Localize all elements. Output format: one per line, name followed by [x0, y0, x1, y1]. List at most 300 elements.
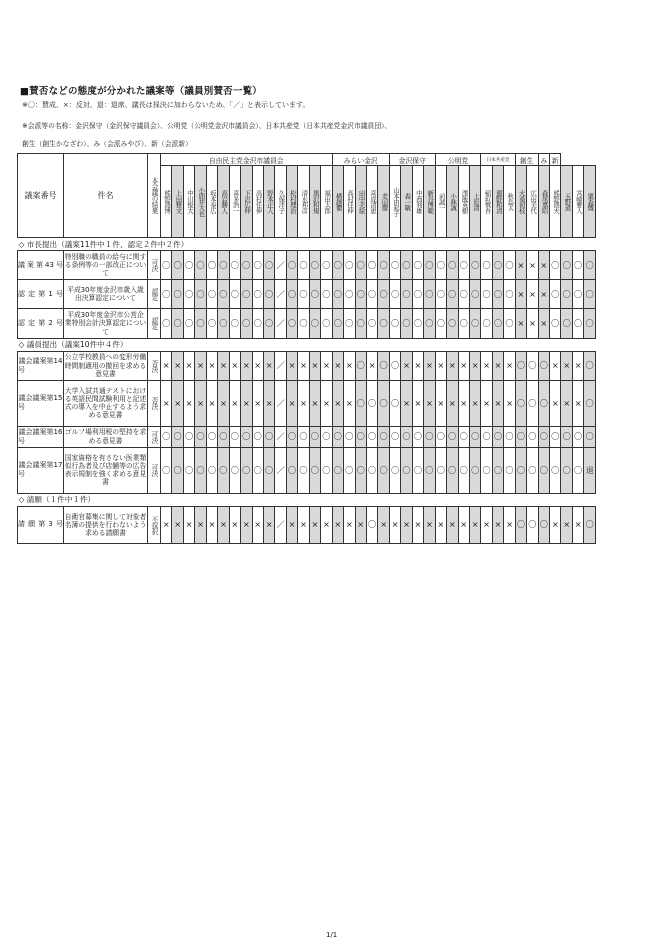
- vote-cell: 〇: [366, 447, 377, 493]
- vote-cell: ×: [504, 506, 515, 544]
- vote-cell: 〇: [412, 280, 423, 309]
- vote-cell: 〇: [481, 251, 492, 280]
- vote-cell: ×: [344, 351, 355, 380]
- vote-cell: 〇: [412, 426, 423, 447]
- vote-cell: ×: [332, 506, 343, 544]
- vote-cell: 〇: [241, 426, 252, 447]
- vote-cell: 〇: [195, 280, 206, 309]
- party-header: 創生: [515, 154, 538, 166]
- vote-cell: 〇: [355, 309, 366, 338]
- vote-cell: ×: [538, 309, 549, 338]
- vote-cell: 〇: [309, 280, 320, 309]
- table-row: [18, 351, 596, 380]
- vote-cell: ×: [435, 351, 446, 380]
- party-header: 新: [550, 154, 561, 166]
- member-name: 福田太郎: [321, 166, 333, 238]
- vote-cell: 〇: [366, 309, 377, 338]
- vote-cell: 〇: [172, 426, 183, 447]
- vote-cell: ×: [515, 309, 526, 338]
- vote-cell: 〇: [412, 309, 423, 338]
- vote-cell: 〇: [424, 251, 435, 280]
- section-label: ◇ 議員提出（議案10件中４件）: [18, 338, 596, 351]
- vote-cell: 〇: [183, 309, 194, 338]
- vote-cell: ×: [355, 506, 366, 544]
- vote-cell: 〇: [344, 426, 355, 447]
- vote-cell: ×: [321, 351, 333, 380]
- vote-cell: 〇: [252, 280, 263, 309]
- member-name: 中西利雄: [412, 166, 423, 238]
- vote-cell: ×: [252, 380, 263, 426]
- party-header: 公明党: [435, 154, 481, 166]
- vote-cell: 〇: [504, 309, 515, 338]
- bill-number: 請願第3号: [18, 506, 64, 544]
- vote-cell: 〇: [183, 280, 194, 309]
- vote-cell: 〇: [572, 280, 583, 309]
- bill-title: 平成30年度金沢市公営企業特別会計決算認定について: [64, 309, 148, 338]
- vote-cell: ×: [366, 351, 377, 380]
- vote-cell: ×: [172, 506, 183, 544]
- bill-number: 議案第43号: [18, 251, 64, 280]
- party-header-row: [18, 154, 596, 166]
- vote-cell: ×: [538, 251, 549, 280]
- vote-cell: 〇: [435, 280, 446, 309]
- member-name: 清水邦彦: [298, 166, 309, 238]
- vote-cell: 退: [584, 447, 595, 493]
- vote-cell: ×: [161, 380, 172, 426]
- vote-cell: ×: [298, 351, 309, 380]
- vote-cell: 〇: [389, 280, 400, 309]
- vote-cell: 〇: [527, 426, 538, 447]
- vote-cell: 〇: [218, 280, 229, 309]
- vote-cell: 〇: [447, 309, 458, 338]
- vote-cell: 〇: [252, 447, 263, 493]
- vote-cell: ×: [309, 351, 320, 380]
- vote-cell: ×: [332, 351, 343, 380]
- vote-cell: 〇: [286, 447, 297, 493]
- vote-cell: 〇: [458, 426, 469, 447]
- vote-cell: 〇: [218, 309, 229, 338]
- bill-number: 議会議案第16号: [18, 426, 64, 447]
- vote-cell: 〇: [195, 309, 206, 338]
- vote-cell: 〇: [206, 309, 217, 338]
- vote-cell: ×: [172, 380, 183, 426]
- vote-cell: 〇: [538, 506, 549, 544]
- vote-cell: 〇: [263, 251, 274, 280]
- vote-cell: ×: [527, 280, 538, 309]
- bill-title: ゴルフ場利用税の堅持を求める意見書: [64, 426, 148, 447]
- vote-cell: ／: [275, 426, 286, 447]
- member-name: 上田雅文: [172, 166, 183, 238]
- vote-cell: ×: [195, 380, 206, 426]
- vote-cell: ×: [195, 506, 206, 544]
- vote-cell: ×: [469, 506, 480, 544]
- member-name: 高村佳伸: [252, 166, 263, 238]
- vote-cell: 〇: [286, 426, 297, 447]
- vote-cell: 〇: [195, 251, 206, 280]
- vote-cell: 〇: [332, 447, 343, 493]
- vote-cell: ／: [275, 251, 286, 280]
- vote-cell: ×: [263, 506, 274, 544]
- vote-cell: ×: [412, 351, 423, 380]
- vote-cell: ×: [504, 351, 515, 380]
- bill-number: 議会議案第17号: [18, 447, 64, 493]
- plenary-result: 可決: [148, 426, 161, 447]
- vote-cell: 〇: [584, 380, 595, 426]
- vote-cell: ×: [481, 506, 492, 544]
- vote-cell: 〇: [401, 251, 412, 280]
- vote-cell: 〇: [309, 309, 320, 338]
- vote-cell: ×: [252, 351, 263, 380]
- member-name: 稲垣慎吾: [481, 166, 492, 238]
- vote-cell: 〇: [206, 280, 217, 309]
- vote-cell: 〇: [561, 280, 572, 309]
- vote-cell: 〇: [309, 447, 320, 493]
- vote-cell: 〇: [584, 426, 595, 447]
- plenary-result: 認定: [148, 309, 161, 338]
- bill-title: 公立学校教員への変形労働時間制適用の撤回を求める意見書: [64, 351, 148, 380]
- vote-cell: 〇: [263, 309, 274, 338]
- vote-cell: ×: [321, 380, 333, 426]
- vote-cell: 〇: [286, 280, 297, 309]
- vote-cell: 〇: [241, 447, 252, 493]
- vote-cell: 〇: [492, 426, 503, 447]
- vote-cell: 〇: [435, 309, 446, 338]
- vote-cell: ×: [469, 380, 480, 426]
- vote-cell: 〇: [447, 426, 458, 447]
- vote-cell: ×: [286, 351, 297, 380]
- vote-cell: 〇: [321, 309, 333, 338]
- vote-cell: ×: [572, 506, 583, 544]
- vote-cell: 〇: [332, 280, 343, 309]
- member-name: 前誠一: [435, 166, 446, 238]
- vote-cell: 〇: [172, 309, 183, 338]
- vote-cell: 〇: [332, 426, 343, 447]
- vote-cell: 〇: [492, 280, 503, 309]
- vote-cell: 〇: [424, 309, 435, 338]
- bill-number: 議会議案第15号: [18, 380, 64, 426]
- vote-cell: ×: [183, 351, 194, 380]
- member-name: 新谷博範: [424, 166, 435, 238]
- vote-cell: ×: [492, 506, 503, 544]
- vote-cell: 〇: [344, 251, 355, 280]
- vote-cell: ×: [515, 251, 526, 280]
- vote-cell: 〇: [366, 506, 377, 544]
- vote-cell: 〇: [378, 380, 390, 426]
- party-header: み: [538, 154, 549, 166]
- vote-cell: 〇: [355, 251, 366, 280]
- vote-cell: 〇: [424, 447, 435, 493]
- vote-cell: ×: [469, 351, 480, 380]
- vote-cell: ×: [241, 380, 252, 426]
- vote-cell: 〇: [355, 447, 366, 493]
- vote-cell: ×: [218, 506, 229, 544]
- vote-cell: 〇: [492, 251, 503, 280]
- vote-cell: 〇: [366, 426, 377, 447]
- vote-cell: 〇: [584, 506, 595, 544]
- vote-cell: 〇: [344, 280, 355, 309]
- table-row: [18, 426, 596, 447]
- bill-title: 自衛官募集に関して対象者名簿の提供を行わないよう求める請願書: [64, 506, 148, 544]
- vote-cell: 〇: [538, 426, 549, 447]
- vote-cell: 〇: [389, 351, 400, 380]
- vote-cell: 〇: [401, 426, 412, 447]
- vote-cell: 〇: [378, 426, 390, 447]
- table-row: [18, 309, 596, 338]
- vote-cell: ／: [275, 309, 286, 338]
- vote-cell: 〇: [389, 380, 400, 426]
- member-name: 大桑初枝: [515, 166, 526, 238]
- vote-cell: 〇: [401, 309, 412, 338]
- table-row: [18, 447, 596, 493]
- plenary-result: 否決: [148, 351, 161, 380]
- vote-cell: 〇: [183, 251, 194, 280]
- vote-cell: 〇: [321, 426, 333, 447]
- vote-cell: 〇: [584, 251, 595, 280]
- vote-cell: 〇: [229, 251, 240, 280]
- vote-cell: 〇: [355, 280, 366, 309]
- party-header: 金沢保守: [389, 154, 435, 166]
- plenary-result: 否決: [148, 380, 161, 426]
- vote-cell: 〇: [550, 280, 561, 309]
- vote-cell: 〇: [286, 251, 297, 280]
- vote-cell: 〇: [572, 251, 583, 280]
- vote-cell: 〇: [435, 251, 446, 280]
- member-name: 澤飯英樹: [458, 166, 469, 238]
- vote-cell: ×: [332, 380, 343, 426]
- bill-title: 平成30年度金沢市歳入歳出決算認定について: [64, 280, 148, 309]
- vote-cell: 〇: [458, 280, 469, 309]
- vote-cell: ×: [412, 506, 423, 544]
- vote-cell: 〇: [298, 280, 309, 309]
- vote-cell: ×: [298, 506, 309, 544]
- party-header: みらい金沢: [332, 154, 389, 166]
- plenary-result: 不採択: [148, 506, 161, 544]
- member-name: 熊野盛博: [161, 166, 172, 238]
- vote-cell: ×: [435, 506, 446, 544]
- vote-cell: 〇: [195, 447, 206, 493]
- vote-cell: ×: [263, 380, 274, 426]
- vote-cell: 〇: [252, 251, 263, 280]
- member-name: 横越徹: [332, 166, 343, 238]
- result-header: 本会議の結果: [148, 154, 161, 238]
- vote-cell: ×: [344, 506, 355, 544]
- vote-cell: 〇: [378, 309, 390, 338]
- vote-cell: ×: [206, 506, 217, 544]
- vote-cell: ×: [161, 351, 172, 380]
- vote-cell: 〇: [550, 251, 561, 280]
- vote-cell: 〇: [378, 251, 390, 280]
- vote-cell: 〇: [309, 251, 320, 280]
- party-header: 自由民主党金沢市議員会: [161, 154, 333, 166]
- vote-cell: ×: [229, 351, 240, 380]
- vote-cell: 〇: [584, 309, 595, 338]
- member-name: 喜成清恵: [366, 166, 377, 238]
- vote-cell: 〇: [218, 447, 229, 493]
- vote-cell: ×: [550, 351, 561, 380]
- vote-cell: 〇: [321, 280, 333, 309]
- vote-cell: 〇: [366, 280, 377, 309]
- vote-cell: ×: [492, 380, 503, 426]
- vote-cell: ×: [229, 506, 240, 544]
- vote-cell: ×: [538, 280, 549, 309]
- vote-cell: 〇: [252, 309, 263, 338]
- vote-cell: 〇: [195, 426, 206, 447]
- vote-cell: 〇: [458, 251, 469, 280]
- vote-cell: ×: [161, 506, 172, 544]
- vote-cell: 〇: [504, 447, 515, 493]
- vote-cell: 〇: [332, 251, 343, 280]
- table-row: [18, 280, 596, 309]
- bill-number: 議会議案第14号: [18, 351, 64, 380]
- vote-cell: 〇: [229, 447, 240, 493]
- table-row: [18, 380, 596, 426]
- section-row: [18, 338, 596, 351]
- vote-cell: ×: [447, 380, 458, 426]
- vote-cell: 〇: [561, 251, 572, 280]
- vote-cell: ×: [572, 380, 583, 426]
- member-name: 森尾嘉昭: [538, 166, 549, 238]
- vote-cell: ×: [492, 351, 503, 380]
- page-heading: ■賛否などの態度が分かれた議案等（議員別賛否一覧）: [20, 86, 262, 97]
- vote-cell: ×: [344, 380, 355, 426]
- plenary-result: 可決: [148, 251, 161, 280]
- vote-cell: 〇: [298, 426, 309, 447]
- section-label: ◇ 請願（１件中１件）: [18, 493, 596, 506]
- vote-cell: ×: [263, 351, 274, 380]
- vote-cell: 〇: [458, 447, 469, 493]
- vote-cell: 〇: [469, 447, 480, 493]
- vote-cell: 〇: [447, 280, 458, 309]
- vote-cell: 〇: [263, 426, 274, 447]
- vote-cell: 〇: [161, 309, 172, 338]
- vote-cell: ×: [481, 380, 492, 426]
- vote-cell: ／: [275, 506, 286, 544]
- bill-title: 国家資格を有さない医業類似行為者及び店舗等の広告表示規制を強く求める意見書: [64, 447, 148, 493]
- vote-cell: 〇: [263, 280, 274, 309]
- vote-cell: 〇: [389, 309, 400, 338]
- vote-cell: ×: [229, 380, 240, 426]
- vote-cell: ×: [286, 380, 297, 426]
- vote-cell: 〇: [298, 447, 309, 493]
- vote-cell: 〇: [504, 251, 515, 280]
- vote-cell: 〇: [378, 280, 390, 309]
- vote-cell: 〇: [481, 447, 492, 493]
- member-name: 野本正人: [263, 166, 274, 238]
- member-name: 上原清: [469, 166, 480, 238]
- vote-cell: ×: [424, 351, 435, 380]
- member-name: 坂本泰広: [206, 166, 217, 238]
- vote-cell: 〇: [550, 309, 561, 338]
- section-row: [18, 238, 596, 251]
- member-name: 黒沢和規: [309, 166, 320, 238]
- vote-cell: 〇: [412, 251, 423, 280]
- member-name: 下沢広伸: [241, 166, 252, 238]
- table-row: [18, 506, 596, 544]
- vote-cell: ×: [458, 380, 469, 426]
- vote-cell: 〇: [229, 309, 240, 338]
- vote-cell: ×: [412, 380, 423, 426]
- member-name: 久保洋子: [275, 166, 286, 238]
- vote-cell: 〇: [241, 309, 252, 338]
- vote-cell: 〇: [527, 351, 538, 380]
- vote-cell: ×: [458, 351, 469, 380]
- bill-number-header: 議案番号: [18, 154, 64, 238]
- vote-cell: ×: [401, 351, 412, 380]
- vote-cell: ／: [275, 351, 286, 380]
- vote-cell: 〇: [424, 280, 435, 309]
- vote-cell: ×: [561, 380, 572, 426]
- vote-cell: 〇: [515, 380, 526, 426]
- vote-cell: 〇: [241, 280, 252, 309]
- member-name: 小林誠: [447, 166, 458, 238]
- member-name: 森一敏: [401, 166, 412, 238]
- vote-cell: 〇: [229, 426, 240, 447]
- vote-cell: 〇: [241, 251, 252, 280]
- vote-cell: 〇: [572, 309, 583, 338]
- title-header: 件名: [64, 154, 148, 238]
- vote-cell: 〇: [286, 309, 297, 338]
- vote-cell: ×: [447, 351, 458, 380]
- member-name: 喜多浩一: [229, 166, 240, 238]
- vote-cell: 〇: [378, 351, 390, 380]
- vote-table: [17, 153, 596, 544]
- bill-title: 特別職の職員の給与に関する条例等の一部改正について: [64, 251, 148, 280]
- vote-cell: ×: [561, 351, 572, 380]
- member-name: 源野和清: [492, 166, 503, 238]
- member-name: 高村佳伸: [344, 166, 355, 238]
- vote-cell: ×: [550, 506, 561, 544]
- vote-cell: 〇: [504, 280, 515, 309]
- vote-cell: 〇: [504, 426, 515, 447]
- vote-cell: ×: [183, 380, 194, 426]
- vote-cell: 〇: [469, 280, 480, 309]
- vote-cell: 〇: [572, 426, 583, 447]
- vote-cell: 〇: [492, 309, 503, 338]
- member-name: 秋島太: [504, 166, 515, 238]
- vote-cell: 〇: [161, 447, 172, 493]
- vote-cell: ×: [286, 506, 297, 544]
- vote-cell: ×: [481, 351, 492, 380]
- vote-cell: 〇: [332, 309, 343, 338]
- vote-cell: ×: [447, 506, 458, 544]
- section-row: [18, 493, 596, 506]
- vote-cell: 〇: [447, 447, 458, 493]
- vote-cell: 〇: [481, 309, 492, 338]
- vote-cell: ×: [458, 506, 469, 544]
- vote-cell: ×: [241, 351, 252, 380]
- vote-cell: ×: [435, 380, 446, 426]
- vote-cell: 〇: [401, 447, 412, 493]
- table-row: [18, 251, 596, 280]
- group-names-note-continued: 創生（創生かなざわ）、み（会派みやび）、新（会派新）: [22, 140, 192, 148]
- vote-cell: 〇: [183, 447, 194, 493]
- vote-cell: 〇: [378, 447, 390, 493]
- vote-cell: 〇: [366, 380, 377, 426]
- member-name: 粟森慨: [584, 166, 595, 238]
- bill-number: 認定第2号: [18, 309, 64, 338]
- vote-cell: ×: [183, 506, 194, 544]
- member-name: 高岩勝人: [218, 166, 229, 238]
- member-name: 小間井大也: [195, 166, 206, 238]
- vote-cell: 〇: [469, 251, 480, 280]
- vote-cell: 〇: [527, 447, 538, 493]
- member-name: 田中美絵: [355, 166, 366, 238]
- vote-cell: 〇: [527, 380, 538, 426]
- vote-cell: 〇: [389, 251, 400, 280]
- vote-cell: ×: [401, 380, 412, 426]
- vote-cell: 〇: [172, 447, 183, 493]
- plenary-result: 認定: [148, 280, 161, 309]
